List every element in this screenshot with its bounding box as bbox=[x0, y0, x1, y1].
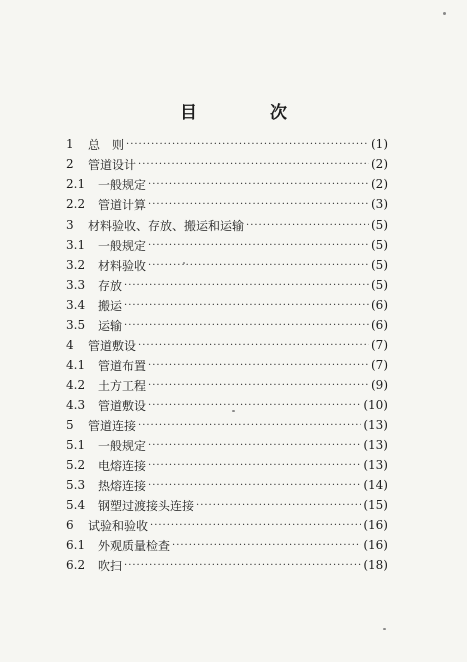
toc-entry-number: 6.2 bbox=[66, 558, 86, 572]
toc-entry-label: 材料验收 bbox=[98, 258, 147, 273]
dot-leader bbox=[246, 220, 369, 231]
toc-entry-number: 4.2 bbox=[66, 378, 86, 392]
toc-entry[interactable] bbox=[66, 295, 388, 315]
dot-leader bbox=[148, 260, 369, 271]
print-speck bbox=[383, 628, 386, 630]
toc-entry-label: 材料验收、存放、搬运和运输 bbox=[88, 218, 245, 233]
toc-entry-page: (9) bbox=[371, 378, 388, 392]
toc-entry-number: 2.2 bbox=[66, 197, 86, 211]
toc-entry[interactable] bbox=[66, 194, 388, 214]
toc-entry-label: 一般规定 bbox=[98, 438, 147, 453]
toc-entry-label: 钢塑过渡接头连接 bbox=[98, 498, 195, 513]
toc-entry-page: (18) bbox=[363, 558, 388, 572]
toc-entry-page: (5) bbox=[371, 278, 388, 292]
dot-leader bbox=[148, 440, 361, 451]
toc-entry-page: (2) bbox=[371, 157, 388, 171]
toc-entry-page: (15) bbox=[363, 498, 388, 512]
toc-entry-number: 3.4 bbox=[66, 298, 86, 312]
toc-entry-number: 4 bbox=[66, 338, 74, 352]
toc-entry-page: (13) bbox=[363, 438, 388, 452]
toc-entry-label: 土方工程 bbox=[98, 378, 147, 393]
dot-leader bbox=[124, 300, 369, 311]
toc-entry[interactable] bbox=[66, 235, 388, 255]
toc-entry-number: 3.1 bbox=[66, 238, 86, 252]
dot-leader bbox=[148, 240, 369, 251]
toc-entry-label: 热熔连接 bbox=[98, 478, 147, 493]
toc-entry-number: 5.1 bbox=[66, 438, 86, 452]
toc-entry-page: (10) bbox=[363, 398, 388, 412]
toc-entry[interactable] bbox=[66, 355, 388, 375]
toc-entry-page: (5) bbox=[371, 238, 388, 252]
toc-entry-page: (5) bbox=[371, 218, 388, 232]
toc-entry-label: 电熔连接 bbox=[98, 458, 147, 473]
toc-entry-label: 一般规定 bbox=[98, 177, 147, 192]
toc-entry[interactable] bbox=[66, 275, 388, 295]
toc-entry-number: 3.2 bbox=[66, 258, 86, 272]
toc-entry-label: 管道连接 bbox=[88, 418, 137, 433]
toc-entry[interactable] bbox=[66, 154, 388, 174]
toc-entry[interactable] bbox=[66, 315, 388, 335]
toc-entry[interactable] bbox=[66, 495, 388, 515]
toc-entry-label: 管道敷设 bbox=[88, 338, 137, 353]
dot-leader bbox=[148, 380, 369, 391]
print-speck bbox=[183, 262, 185, 264]
toc-entry-number: 6.1 bbox=[66, 538, 86, 552]
toc-entry-page: (7) bbox=[371, 358, 388, 372]
toc-entry-number: 2.1 bbox=[66, 177, 86, 191]
dot-leader bbox=[148, 179, 369, 190]
toc-entry-number: 2 bbox=[66, 157, 74, 171]
toc-entry[interactable] bbox=[66, 515, 388, 535]
toc-entry-page: (6) bbox=[371, 318, 388, 332]
toc-entry-label: 试验和验收 bbox=[88, 518, 149, 533]
dot-leader bbox=[148, 460, 361, 471]
toc-entry[interactable] bbox=[66, 134, 388, 154]
toc-entry-label: 运输 bbox=[98, 318, 123, 333]
dot-leader bbox=[148, 199, 369, 210]
toc-entry-page: (16) bbox=[363, 538, 388, 552]
print-speck bbox=[443, 12, 446, 15]
toc-entry-number: 3.5 bbox=[66, 318, 86, 332]
toc-entry-label: 一般规定 bbox=[98, 238, 147, 253]
toc-entry[interactable] bbox=[66, 255, 388, 275]
dot-leader bbox=[126, 139, 369, 150]
toc-entry-label: 外观质量检查 bbox=[98, 538, 171, 553]
toc-entry-label: 管道敷设 bbox=[98, 398, 147, 413]
dot-leader bbox=[138, 159, 369, 170]
dot-leader bbox=[138, 420, 361, 431]
toc-entry-label: 搬运 bbox=[98, 298, 123, 313]
toc-entry[interactable] bbox=[66, 375, 388, 395]
toc-entry[interactable] bbox=[66, 555, 388, 575]
toc-entry-number: 5.3 bbox=[66, 478, 86, 492]
toc-entry[interactable] bbox=[66, 475, 388, 495]
toc-entry-label: 存放 bbox=[98, 278, 123, 293]
dot-leader bbox=[172, 540, 361, 551]
toc-entry-page: (13) bbox=[363, 458, 388, 472]
dot-leader bbox=[150, 520, 361, 531]
toc-entry[interactable] bbox=[66, 415, 388, 435]
toc-title: 目 次 bbox=[180, 103, 315, 123]
toc-entry-number: 3 bbox=[66, 218, 74, 232]
toc-entry-page: (2) bbox=[371, 177, 388, 191]
toc-entry-page: (16) bbox=[363, 518, 388, 532]
toc-entry-page: (13) bbox=[363, 418, 388, 432]
dot-leader bbox=[148, 360, 369, 371]
dot-leader bbox=[148, 480, 361, 491]
dot-leader bbox=[138, 340, 369, 351]
toc-entry[interactable] bbox=[66, 395, 388, 415]
toc-entry[interactable] bbox=[66, 335, 388, 355]
toc-entry[interactable] bbox=[66, 215, 388, 235]
dot-leader bbox=[124, 280, 369, 291]
toc-entry[interactable] bbox=[66, 535, 388, 555]
dot-leader bbox=[148, 400, 361, 411]
toc-entry-number: 5.2 bbox=[66, 458, 86, 472]
toc-entry-label: 管道布置 bbox=[98, 358, 147, 373]
toc-entry-label: 管道设计 bbox=[88, 157, 137, 172]
toc-entry[interactable] bbox=[66, 435, 388, 455]
toc-entry-page: (14) bbox=[363, 478, 388, 492]
dot-leader bbox=[196, 500, 361, 511]
toc-entry-number: 6 bbox=[66, 518, 74, 532]
toc-entry-number: 4.3 bbox=[66, 398, 86, 412]
toc-entry-page: (3) bbox=[371, 197, 388, 211]
toc-entry-label: 管道计算 bbox=[98, 197, 147, 212]
toc-entry-page: (6) bbox=[371, 298, 388, 312]
print-speck bbox=[232, 410, 235, 412]
toc-entry-number: 5.4 bbox=[66, 498, 86, 512]
toc-entry-page: (5) bbox=[371, 258, 388, 272]
toc-entry-number: 3.3 bbox=[66, 278, 86, 292]
dot-leader bbox=[124, 560, 361, 571]
toc-entry-label: 总 则 bbox=[88, 137, 125, 152]
toc-entry-page: (1) bbox=[371, 137, 388, 151]
toc-entry-number: 1 bbox=[66, 137, 74, 151]
toc-entry-number: 5 bbox=[66, 418, 74, 432]
toc-entry[interactable] bbox=[66, 174, 388, 194]
dot-leader bbox=[124, 320, 369, 331]
toc-entry-label: 吹扫 bbox=[98, 558, 123, 573]
toc-entry-number: 4.1 bbox=[66, 358, 86, 372]
toc-entry[interactable] bbox=[66, 455, 388, 475]
toc-entry-page: (7) bbox=[371, 338, 388, 352]
